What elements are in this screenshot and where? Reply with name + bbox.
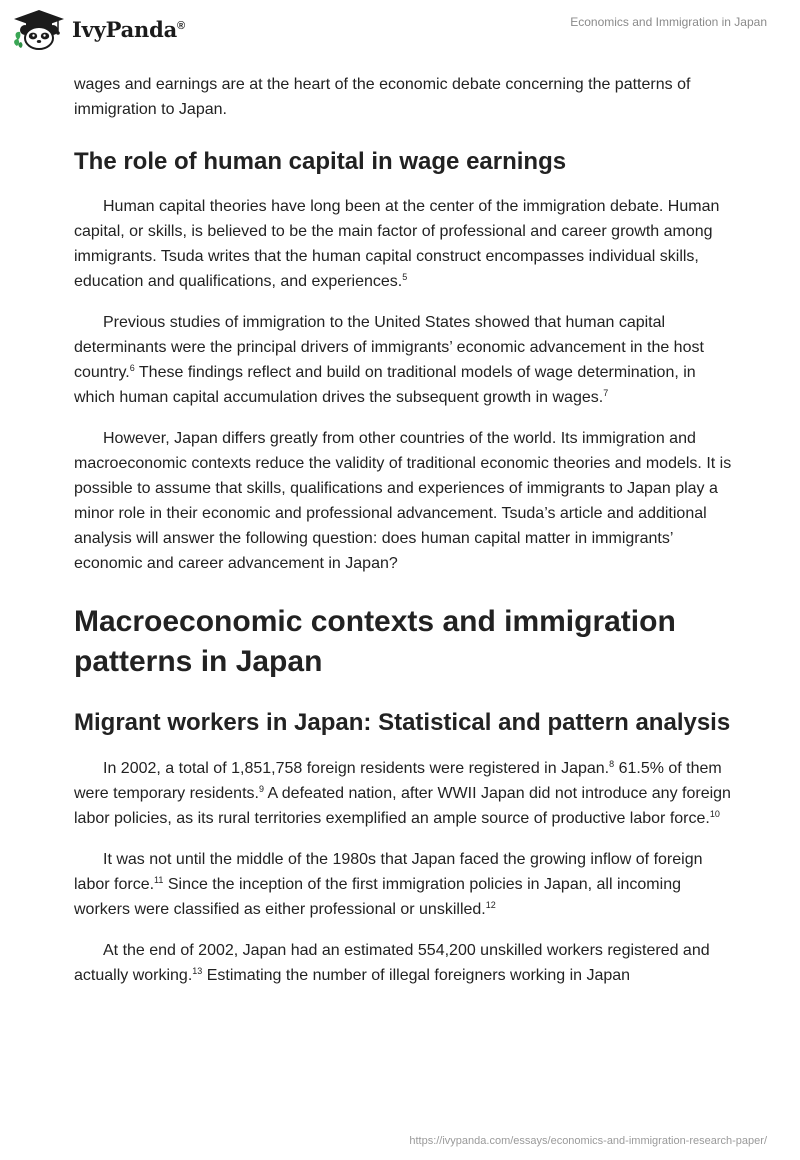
registered-mark: ®: [177, 19, 185, 32]
paragraph: At the end of 2002, Japan had an estimated 554,200 unskilled workers registered and actually working.$^{13}$ Estimating the number of illegal foreigners working in Japan: [74, 942, 710, 984]
footnote-ref[interactable]: 6: [129, 363, 135, 373]
source-url[interactable]: https://ivypanda.com/essays/economics-and-immigration-research-paper/: [409, 1135, 767, 1147]
paragraph: Previous studies of immigration to the United States showed that human capital determinants were the principal drivers of immigrants’ economic advancement in the host country.$^6$ These findings reflect and build on traditional models of wage determination, in which human capital accumulation drives the subsequent growth in wages.$^7$: [74, 314, 704, 406]
footnote-ref[interactable]: 13: [192, 966, 203, 976]
footnote-ref[interactable]: 9: [258, 784, 264, 794]
ivypanda-logo[interactable]: [12, 8, 185, 50]
page-header: [0, 0, 800, 64]
paragraph: However, Japan differs greatly from other countries of the world. Its immigration and macroeconomic contexts reduce the validity of traditional economic theories and models. It is possible to assume that skills, qualifications and experiences of immigrants to Japan play a minor role in their economic and professional advancement. Tsuda’s article and additional analysis will answer the following question: does human capital matter in immigrants’ economic and career advancement in Japan?: [74, 430, 732, 572]
section-heading-macroeconomic: Macroeconomic contexts and immigration patterns in Japan: [74, 605, 676, 678]
document-title: Economics and Immigration in Japan: [570, 15, 767, 29]
paragraph: In 2002, a total of 1,851,758 foreign residents were registered in Japan.$^8$ 61.5% of them were temporary residents.$^9$ A defeated nation, after WWII Japan did not introduce any foreign labor policies, as its rural territories exemplified an ample source of productive labor force.$^{10}$: [74, 759, 731, 827]
section-heading-human-capital: The role of human capital in wage earnings: [74, 148, 567, 175]
footnote-ref[interactable]: 5: [402, 272, 408, 282]
logo-wordmark: IvyPanda®: [72, 16, 185, 42]
essay-body: [74, 72, 734, 1004]
paragraph: Human capital theories have long been at the center of the immigration debate. Human capital, or skills, is believed to be the main factor of professional and career growth among immigrants. Tsuda writes that the human capital construct encompasses individual skills, education and qualifications, and experiences.$^5$: [74, 198, 720, 290]
footnote-ref[interactable]: 12: [485, 900, 496, 910]
footnote-ref[interactable]: 7: [603, 388, 609, 398]
footnote-ref[interactable]: 8: [609, 759, 615, 769]
paragraph-continued: wages and earnings are at the heart of the economic debate concerning the patterns of immigration to Japan.: [74, 76, 691, 118]
footnote-ref[interactable]: 10: [709, 809, 720, 819]
paragraph: It was not until the middle of the 1980s that Japan faced the growing inflow of foreign labor force.$^{11}$ Since the inception of the first immigration policies in Japan, all incoming workers were classified as either professional or unskilled.$^{12}$: [74, 851, 703, 918]
panda-graduate-icon: [12, 8, 66, 50]
footnote-ref[interactable]: 11: [154, 875, 164, 885]
subsection-heading-migrant-workers: Migrant workers in Japan: Statistical and pattern analysis: [74, 709, 731, 736]
